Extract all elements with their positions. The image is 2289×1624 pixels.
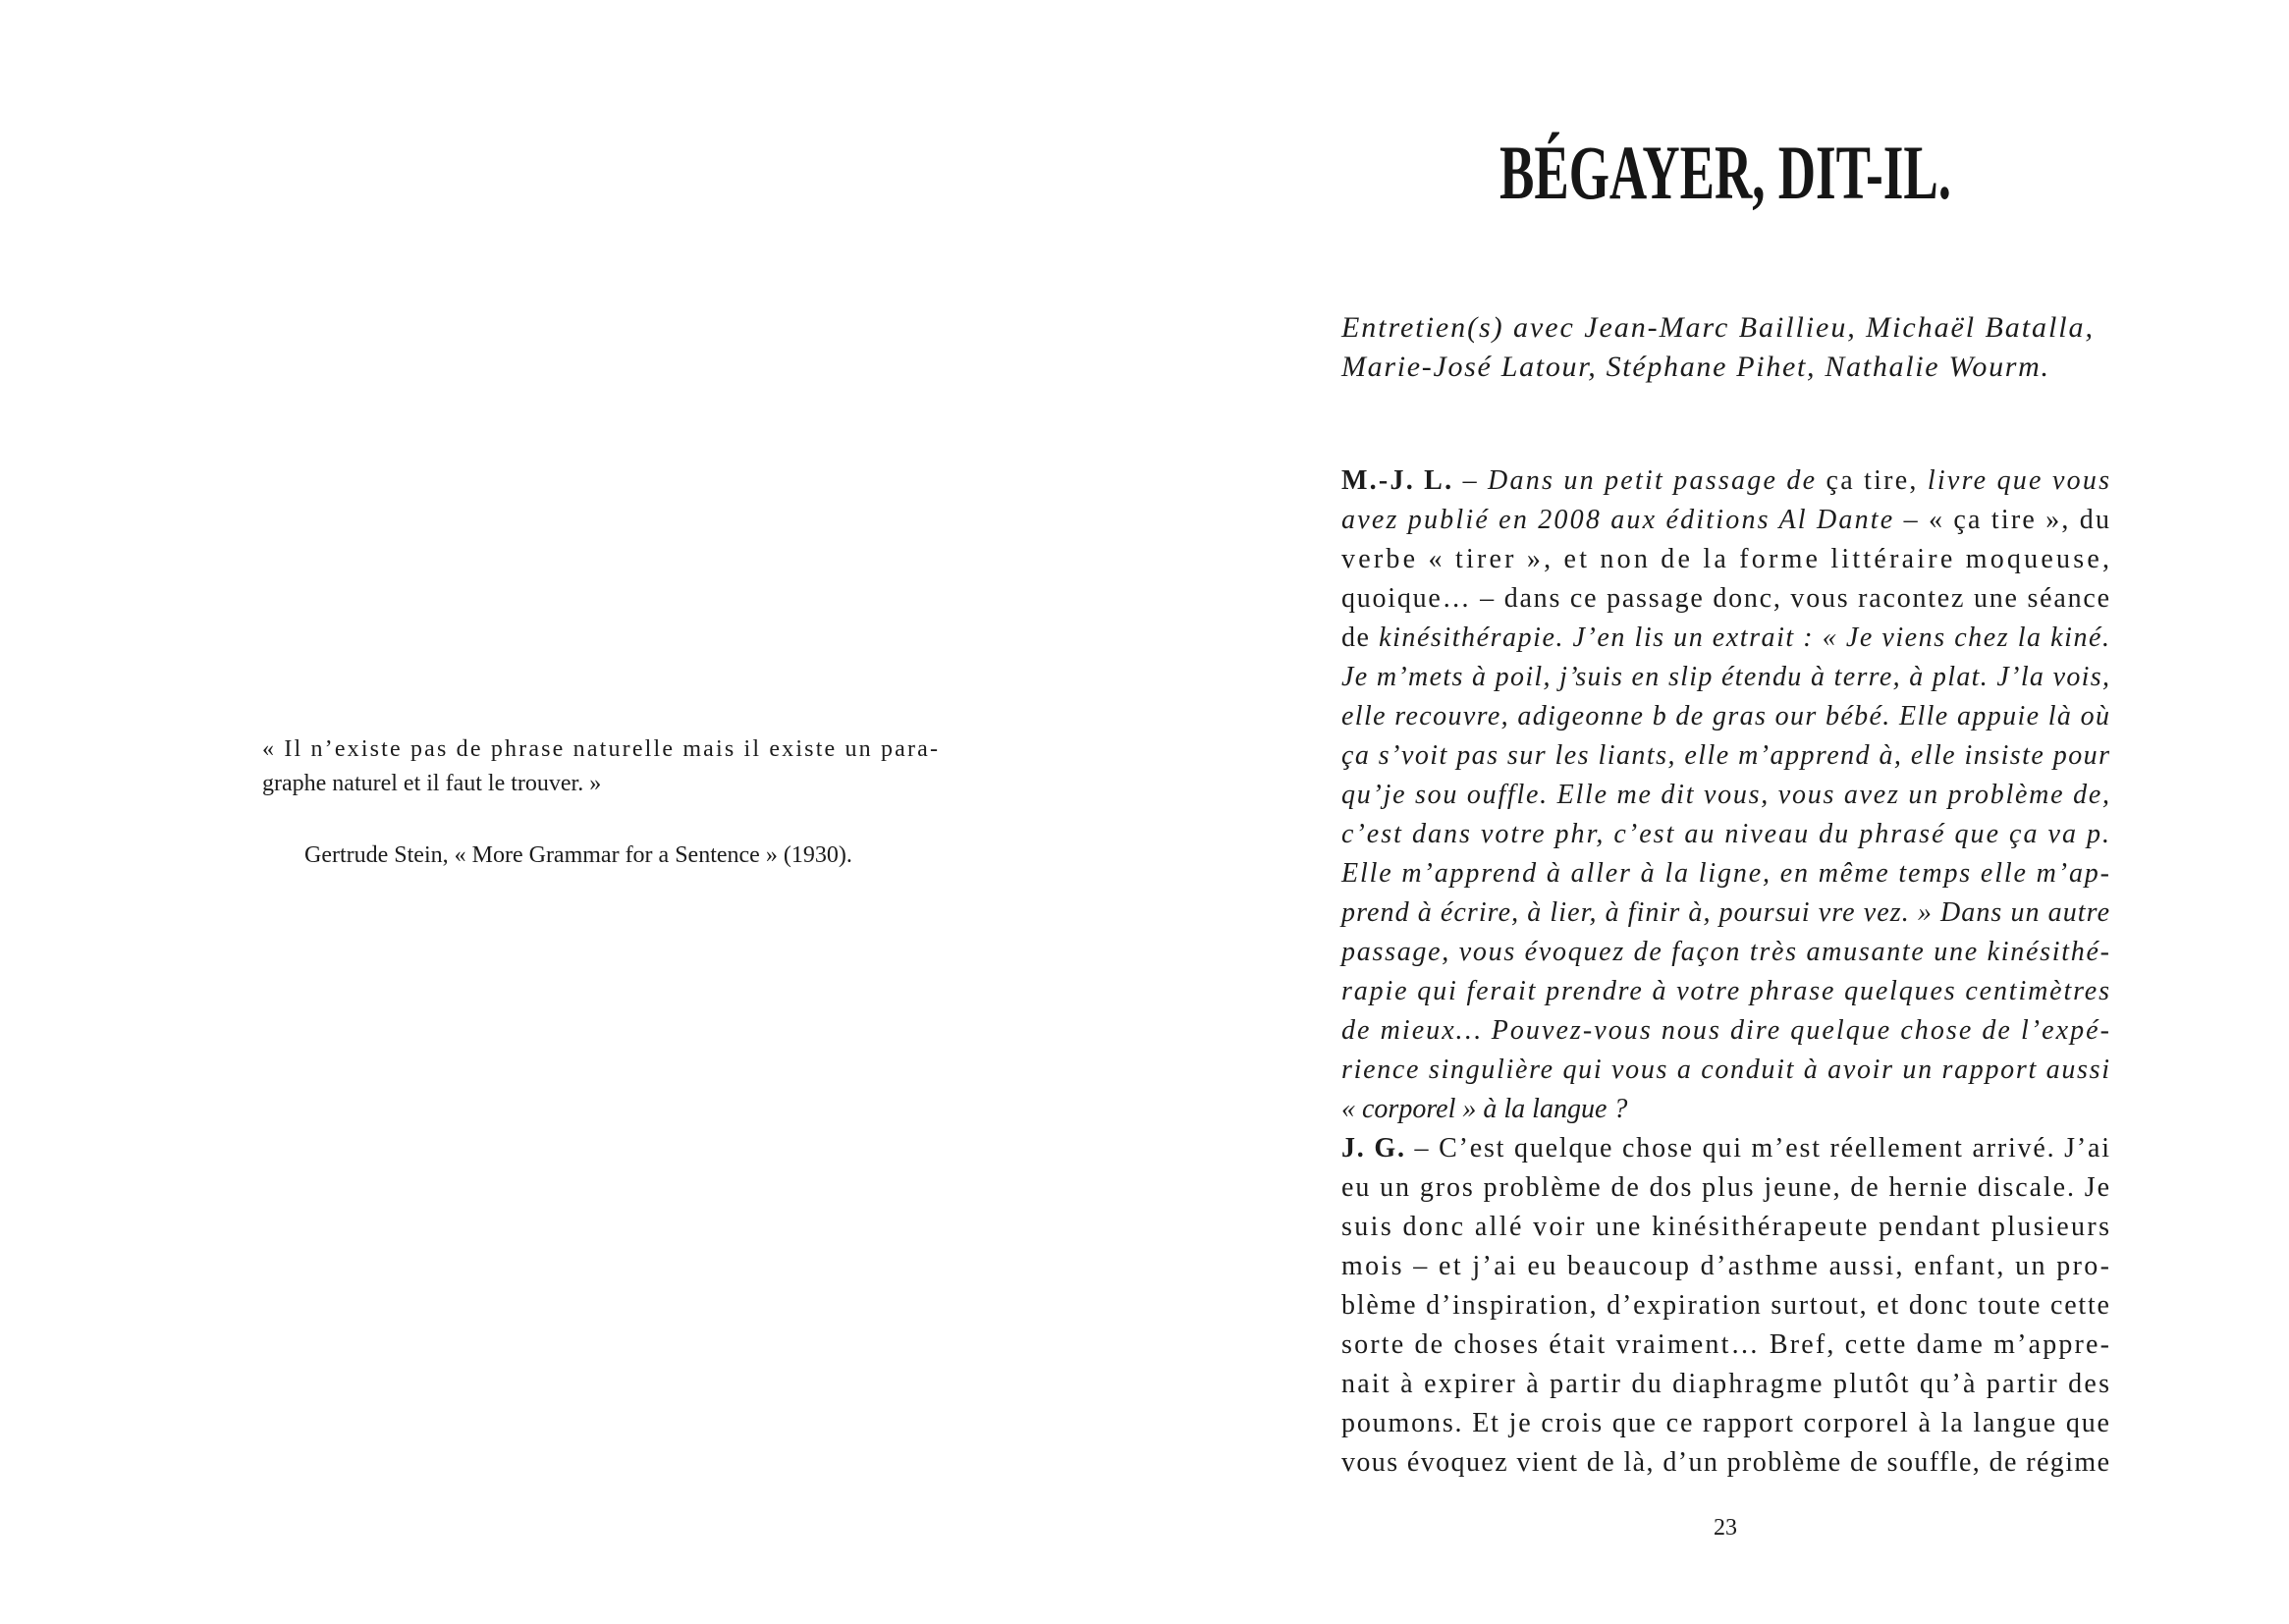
text-line-6: Je m’mets à poil, j’suis en slip étendu à terre, à plat. J’la vois, (1341, 662, 2109, 692)
text-line-22: blème d’inspiration, d’expiration surtout, et donc toute cette (1341, 1290, 2109, 1321)
epigraph-line: « Il n’existe pas de phrase naturelle mais il existe un para- (262, 736, 939, 762)
text-line-9: qu’je sou ouffle. Elle me dit vous, vous avez un problème de, (1341, 780, 2109, 810)
text-line-15: de mieux… Pouvez-vous nous dire quelque chose de l’expé- (1341, 1015, 2109, 1046)
text-line-20: suis donc allé voir une kinésithérapeute pendant plusieurs (1341, 1212, 2109, 1242)
text-line-12: prend à écrire, à lier, à finir à, poursui vre vez. » Dans un autre (1341, 897, 2109, 928)
chapter-title: BÉGAYER, DIT-IL. (1499, 130, 1951, 215)
text-line-1: M.-J. L. – Dans un petit passage de ça tire, livre que vous (1341, 465, 2109, 496)
chapter-title-block (1341, 123, 2109, 231)
text-line-13: passage, vous évoquez de façon très amusante une kinésithé- (1341, 937, 2109, 967)
page-number: 23 (1714, 1515, 1737, 1541)
epigraph-line: graphe naturel et il faut le trouver. » (262, 771, 602, 796)
text-line-23: sorte de choses était vraiment… Bref, cette dame m’appre- (1341, 1329, 2109, 1360)
text-line-14: rapie qui ferait prendre à votre phrase quelques centimètres (1341, 976, 2109, 1006)
text-line-3: verbe « tirer », et non de la forme littéraire moqueuse, (1341, 544, 2109, 574)
epigraph-block (262, 722, 940, 889)
text-line-26: vous évoquez vient de là, d’un problème de souffle, de régime (1341, 1447, 2109, 1478)
text-line-25: poumons. Et je crois que ce rapport corporel à la langue que (1341, 1408, 2109, 1438)
subtitle-line: Entretien(s) avec Jean-Marc Baillieu, Michaël Batalla, (1341, 311, 2093, 344)
text-line-18: J. G. – C’est quelque chose qui m’est réellement arrivé. J’ai (1341, 1133, 2109, 1164)
interview-text (1341, 452, 2109, 1492)
text-line-19: eu un gros problème de dos plus jeune, de hernie discale. Je (1341, 1172, 2109, 1203)
text-line-24: nait à expirer à partir du diaphragme plutôt qu’à partir des (1341, 1369, 2109, 1399)
text-line-11: Elle m’apprend à aller à la ligne, en même temps elle m’ap- (1341, 858, 2109, 889)
text-line-17: « corporel » à la langue ? (1341, 1094, 1628, 1124)
subtitle-line: Marie-José Latour, Stéphane Pihet, Nathalie Wourm. (1341, 351, 2048, 383)
text-line-2: avez publié en 2008 aux éditions Al Dante – « ça tire », du (1341, 505, 2109, 535)
text-line-16: rience singulière qui vous a conduit à avoir un rapport aussi (1341, 1055, 2109, 1085)
subtitle-block (1341, 295, 2109, 403)
text-line-7: elle recouvre, adigeonne b de gras our bébé. Elle appuie là où (1341, 701, 2109, 731)
text-line-4: quoique… – dans ce passage donc, vous racontez une séance (1341, 583, 2109, 614)
text-line-10: c’est dans votre phr, c’est au niveau du phrasé que ça va p. (1341, 819, 2109, 849)
text-line-21: mois – et j’ai eu beaucoup d’asthme aussi, enfant, un pro- (1341, 1251, 2109, 1281)
text-line-5: de kinésithérapie. J’en lis un extrait : « Je viens chez la kiné. (1341, 623, 2109, 653)
text-line-8: ça s’voit pas sur les liants, elle m’apprend à, elle insiste pour (1341, 740, 2109, 771)
epigraph-attribution: Gertrude Stein, « More Grammar for a Sentence » (1930). (304, 842, 852, 868)
